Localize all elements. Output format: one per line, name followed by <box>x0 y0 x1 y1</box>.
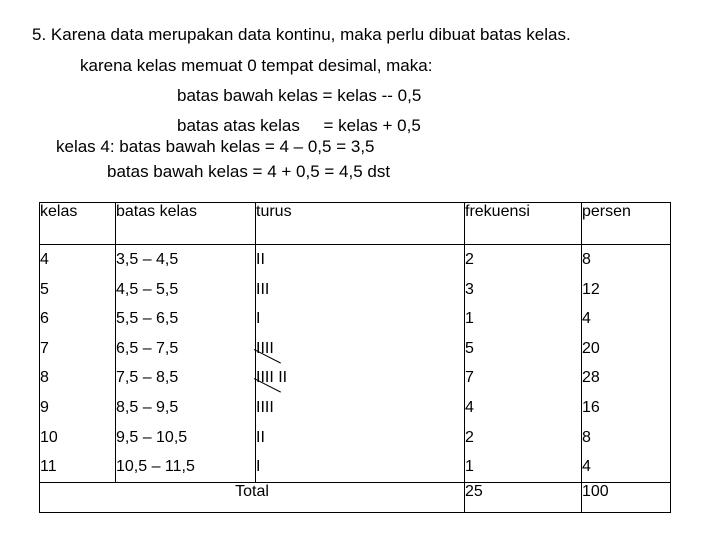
batas-cell: 9,5 – 10,5 <box>116 428 188 446</box>
turus-cell: III <box>256 280 270 298</box>
persen-cell: 12 <box>582 280 600 298</box>
turus-cell: IIII <box>256 398 274 416</box>
turus-cell <box>256 334 464 364</box>
frekuensi-cell: 5 <box>465 339 474 357</box>
tally-group <box>256 363 287 393</box>
persen-cell: 28 <box>582 369 600 387</box>
header-kelas: kelas <box>40 203 116 245</box>
turus-cell: II <box>256 251 265 268</box>
intro-line-2: karena kelas memuat 0 tempat desimal, maka: <box>80 56 433 75</box>
batas-cell: 3,5 – 4,5 <box>116 251 179 268</box>
total-frekuensi: 25 <box>465 483 582 513</box>
frekuensi-cell: 1 <box>465 310 474 328</box>
frekuensi-cell: 2 <box>465 251 474 268</box>
table-total-row <box>40 483 671 513</box>
kelas-cell: 5 <box>40 280 49 298</box>
persen-cell: 8 <box>582 428 591 446</box>
batas-cell: 5,5 – 6,5 <box>116 310 179 328</box>
tally-group <box>256 334 274 364</box>
intro-line-3: batas bawah kelas = kelas -- 0,5 <box>177 86 422 105</box>
intro-line-1: 5. Karena data merupakan data kontinu, maka perlu dibuat batas kelas. <box>32 25 571 44</box>
table-header-row <box>40 203 671 245</box>
kelas-cell: 11 <box>40 458 57 476</box>
kelas-column <box>40 245 116 483</box>
kelas-cell: 10 <box>40 428 58 446</box>
intro-line-5: kelas 4: batas bawah kelas = 4 – 0,5 = 3,5 <box>56 137 375 156</box>
intro-line-6: batas bawah kelas = 4 + 0,5 = 4,5 dst <box>107 162 391 181</box>
kelas-cell: 8 <box>40 369 49 387</box>
kelas-cell: 6 <box>40 310 49 328</box>
header-frekuensi: frekuensi <box>465 203 582 245</box>
persen-cell: 16 <box>582 398 600 416</box>
batas-cell: 8,5 – 9,5 <box>116 398 179 416</box>
header-turus: turus <box>256 203 465 245</box>
frekuensi-cell: 4 <box>465 398 474 416</box>
frekuensi-column <box>465 245 582 483</box>
frekuensi-cell: 2 <box>465 428 474 446</box>
persen-column <box>582 245 671 483</box>
turus-column <box>256 245 465 483</box>
kelas-cell: 9 <box>40 398 49 416</box>
total-label: Total <box>40 483 465 513</box>
frekuensi-cell: 7 <box>465 369 474 387</box>
batas-cell: 4,5 – 5,5 <box>116 280 179 298</box>
header-batas-kelas: batas kelas <box>116 203 256 245</box>
batas-cell: 6,5 – 7,5 <box>116 339 179 357</box>
batas-column <box>116 245 256 483</box>
turus-cell: I <box>256 310 261 328</box>
turus-cell: I <box>256 458 261 476</box>
kelas-cell: 7 <box>40 339 49 357</box>
persen-cell: 8 <box>582 251 591 268</box>
kelas-cell: 4 <box>40 251 49 268</box>
batas-cell: 10,5 – 11,5 <box>116 458 195 476</box>
persen-cell: 20 <box>582 339 600 357</box>
frekuensi-cell: 1 <box>465 458 474 476</box>
turus-cell <box>256 363 464 393</box>
persen-cell: 4 <box>582 458 591 476</box>
batas-cell: 7,5 – 8,5 <box>116 369 179 387</box>
persen-cell: 4 <box>582 310 591 328</box>
tally-marks: IIII <box>256 339 274 357</box>
total-persen: 100 <box>582 483 671 513</box>
header-persen: persen <box>582 203 671 245</box>
tally-marks: IIII II <box>256 369 288 387</box>
frequency-table <box>39 202 671 513</box>
intro-line-4: batas atas kelas = kelas + 0,5 <box>177 116 421 135</box>
turus-cell: II <box>256 428 265 446</box>
table-body-row <box>40 245 671 483</box>
frekuensi-cell: 3 <box>465 280 474 298</box>
